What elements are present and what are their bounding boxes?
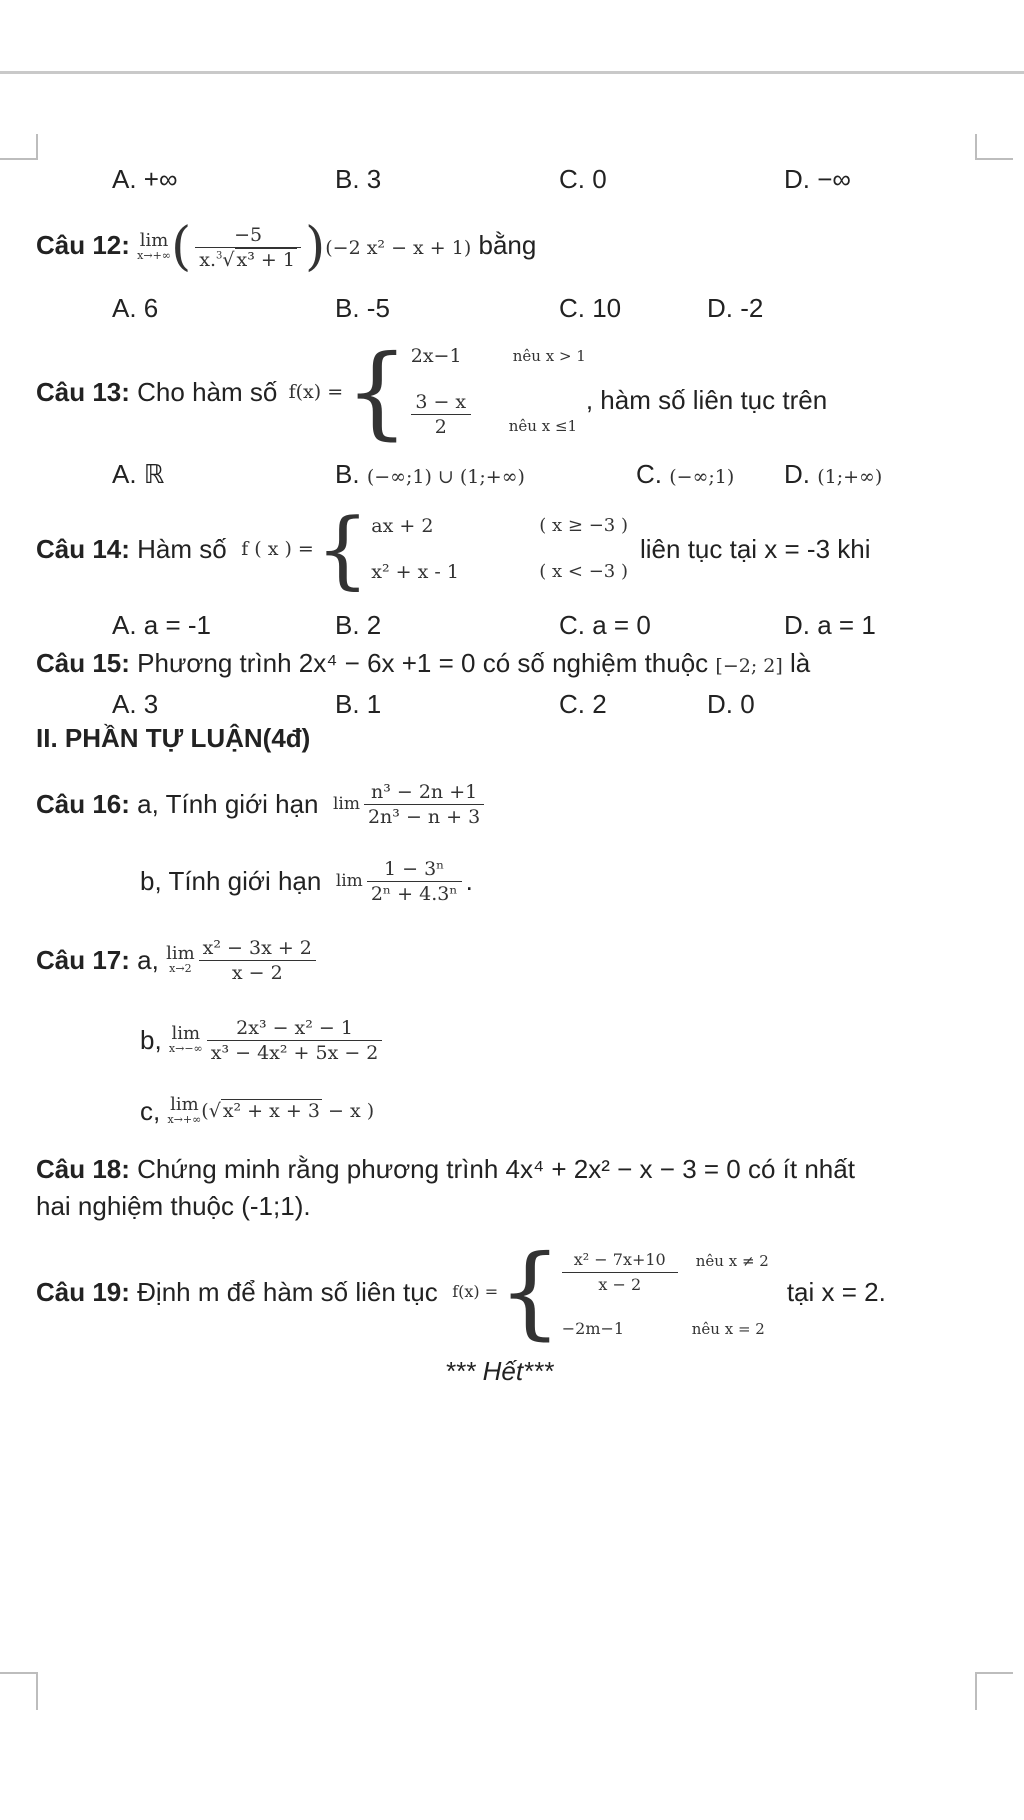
q12-option-d: D. -2 (707, 293, 764, 323)
q13-option-b-label: B. (335, 459, 360, 489)
q14-option-d: D. a = 1 (784, 610, 876, 640)
q12-denominator: x.$^3$√ x³ + 1 (199, 248, 295, 271)
q14-cases (371, 503, 628, 595)
q18-label: Câu 18: (36, 1154, 130, 1184)
q19-fx: f(x) = (452, 1282, 499, 1301)
end-mark: *** Hết*** (445, 1356, 554, 1386)
q12-tail: bằng (478, 230, 537, 260)
q16b-lim: lim (335, 871, 363, 891)
q17c-tail: − x ) (328, 1100, 375, 1122)
q13-case1-expr: 2x−1 (410, 345, 462, 367)
q13-line (36, 330, 827, 454)
q12-root-body: x³ + 1 (236, 248, 295, 271)
q17c-root: x² + x + 3 (222, 1100, 320, 1122)
q13-tail: , hàm số liên tục trên (585, 385, 828, 415)
q16a-line (36, 770, 488, 838)
q17b-text: b, (140, 1025, 162, 1055)
q19-tail: tại x = 2. (786, 1277, 886, 1307)
q13-fx: f(x) = (288, 381, 344, 403)
q16b-text: b, Tính giới hạn (140, 866, 322, 896)
q12-label: Câu 12: (36, 230, 130, 260)
q16b-line (140, 847, 473, 915)
q13-option-c-math: (−∞;1) (669, 466, 735, 488)
q13-option-a: A. ℝ (112, 459, 165, 489)
q16a-numerator: n³ − 2n +1 (370, 780, 478, 803)
q18-text-1: Chứng minh rằng phương trình 4x⁴ + 2x² − x − 3 = 0 có ít nhất (137, 1154, 855, 1184)
crop-mark-top-left (0, 134, 38, 160)
lim-word: lim (171, 1023, 201, 1044)
q19-case2-cond: nêu x = 2 (691, 1320, 765, 1338)
crop-mark-top-right (975, 134, 1013, 160)
q13-case2-num: 3 − x (415, 390, 467, 413)
q14-case2-expr: x² + x - 1 (371, 561, 459, 583)
q16b-dot: . (465, 866, 473, 896)
lim-sub: x→+∞ (167, 1113, 202, 1126)
q13-option-d-label: D. (784, 459, 810, 489)
q17a-denominator: x − 2 (231, 961, 283, 984)
q18-line1 (36, 1153, 855, 1185)
q14-case1-expr: ax + 2 (371, 515, 434, 537)
q17b-fraction (207, 1016, 383, 1065)
q19-brace: { (498, 1233, 562, 1350)
q13-cases (411, 334, 586, 450)
q13-option-d (784, 458, 882, 493)
q14-fx: f ( x ) = (241, 538, 314, 560)
q16b-numerator: 1 − 3ⁿ (383, 857, 445, 880)
q12-line (36, 215, 536, 278)
q15-option-a: A. 3 (112, 689, 159, 719)
top-divider (0, 71, 1024, 74)
crop-mark-bottom-left (0, 1672, 38, 1710)
q15-text: Phương trình 2x⁴ − 6x +1 = 0 có số nghiệm thuộc (137, 648, 709, 678)
q14-line (36, 502, 871, 596)
q12-option-c: C. 10 (559, 293, 622, 323)
q16a-fraction (364, 780, 484, 829)
q17b-numerator: 2x³ − x² − 1 (236, 1016, 353, 1039)
q17c-text: c, (140, 1096, 161, 1126)
q12-option-a: A. 6 (112, 293, 159, 323)
lim-sub: x→−∞ (168, 1042, 203, 1055)
q19-text: Định m để hàm số liên tục (137, 1277, 438, 1307)
q16b-denominator: 2ⁿ + 4.3ⁿ (370, 882, 458, 905)
q19-case1-den: x − 2 (598, 1274, 642, 1294)
q14-brace: { (315, 500, 370, 598)
q13-case1-cond: nêu x > 1 (512, 347, 586, 365)
q14-case1-cond: ( x ≥ −3 ) (539, 515, 628, 536)
q15-option-d: D. 0 (707, 689, 755, 719)
q12-numerator: −5 (234, 223, 263, 246)
q18-line2: hai nghiệm thuộc (-1;1). (36, 1191, 311, 1221)
section-heading: II. PHẦN TỰ LUẬN(4đ) (36, 723, 311, 753)
q16a-denominator: 2n³ − n + 3 (367, 805, 481, 828)
q11-option-a: A. +∞ (112, 164, 178, 194)
q14-text: Hàm số (137, 534, 227, 564)
q12-den-pre: x. (199, 248, 217, 271)
q13-option-d-math: (1;+∞) (817, 466, 883, 488)
q13-case2-cond: nêu x ≤1 (508, 417, 578, 435)
q14-option-b: B. 2 (335, 610, 382, 640)
crop-mark-bottom-right (975, 1672, 1013, 1710)
q16a-lim: lim (332, 794, 360, 814)
q17b-limit (169, 1025, 203, 1055)
q11-option-d: D. −∞ (784, 164, 851, 194)
q17a-fraction (199, 936, 316, 985)
q13-option-c (636, 458, 734, 493)
q12-factor: (−2 x² − x + 1) (325, 237, 472, 259)
q15-interval: [−2; 2] (715, 655, 783, 677)
q14-case2-cond: ( x < −3 ) (539, 561, 628, 582)
q15-label: Câu 15: (36, 648, 130, 678)
q13-option-b (335, 458, 525, 493)
q19-case1-num: x² − 7x+10 (573, 1249, 666, 1269)
q12-option-b: B. -5 (335, 293, 390, 323)
q14-tail: liên tục tại x = -3 khi (640, 534, 871, 564)
q17a-limit (166, 945, 195, 975)
q17b-line (140, 1006, 386, 1074)
q15-tail: là (790, 648, 811, 678)
q12-root-index: 3 (216, 250, 223, 262)
q16a-text: a, Tính giới hạn (137, 789, 319, 819)
q11-option-c: C. 0 (559, 164, 607, 194)
q19-case2-expr: −2m−1 (561, 1319, 625, 1338)
q13-option-b-math: (−∞;1) ∪ (1;+∞) (366, 466, 525, 488)
q16b-fraction (367, 857, 462, 906)
lim-word: lim (170, 1094, 199, 1115)
lim-sub: x→2 (169, 962, 192, 975)
q17a-line (36, 926, 320, 994)
q19-case1-frac (562, 1248, 678, 1297)
right-paren: ) (304, 217, 326, 278)
q13-case2-frac (411, 390, 471, 439)
q17-label: Câu 17: (36, 945, 130, 975)
q19-line (36, 1230, 886, 1354)
q19-case1-cond: nêu x ≠ 2 (695, 1252, 769, 1270)
lim-sub: x→+∞ (137, 249, 171, 263)
q15-line (36, 647, 810, 682)
q14-option-a: A. a = -1 (112, 610, 211, 640)
q17c-line (140, 1088, 374, 1134)
q17b-denominator: x³ − 4x² + 5x − 2 (210, 1041, 379, 1064)
q12-fraction (195, 223, 301, 272)
lim-word: lim (166, 943, 195, 964)
lim-word: lim (139, 230, 169, 252)
q14-label: Câu 14: (36, 534, 130, 564)
q19-label: Câu 19: (36, 1277, 130, 1307)
q13-case2-den: 2 (434, 415, 447, 438)
q17a-numerator: x² − 3x + 2 (202, 936, 312, 959)
q17c-expression: (√ x² + x + 3 − x ) (201, 1100, 375, 1122)
q11-option-b: B. 3 (335, 164, 382, 194)
q13-text: Cho hàm số (137, 377, 278, 407)
q14-option-c: C. a = 0 (559, 610, 651, 640)
q12-limit (137, 232, 171, 262)
q16-label: Câu 16: (36, 789, 130, 819)
q19-cases (562, 1235, 769, 1349)
q13-brace: { (345, 333, 409, 450)
q15-option-c: C. 2 (559, 689, 607, 719)
q13-option-c-label: C. (636, 459, 662, 489)
q13-label: Câu 13: (36, 377, 130, 407)
q17c-limit (167, 1096, 201, 1126)
left-paren: ( (170, 217, 192, 278)
q17a-text: a, (137, 945, 159, 975)
q15-option-b: B. 1 (335, 689, 382, 719)
